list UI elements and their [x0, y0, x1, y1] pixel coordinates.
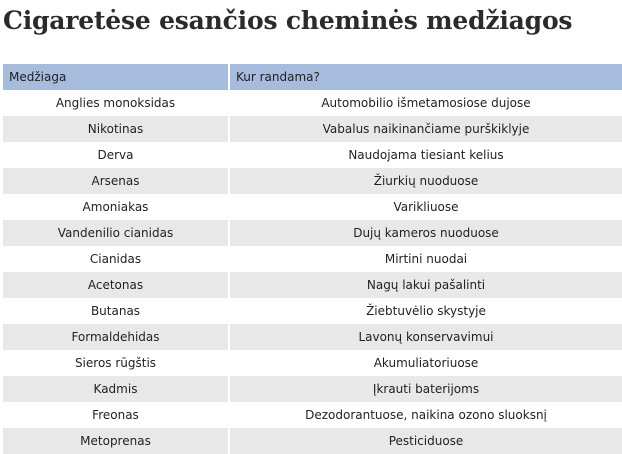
cell-where-found: Naudojama tiesiant kelius — [229, 142, 622, 168]
table-header-row — [3, 64, 622, 90]
cell-where-found: Automobilio išmetamosiose dujose — [229, 90, 622, 116]
cell-substance: Sieros rūgštis — [3, 350, 229, 376]
cell-where-found: Varikliuose — [229, 194, 622, 220]
cell-substance: Vandenilio cianidas — [3, 220, 229, 246]
cell-where-found: Akumuliatoriuose — [229, 350, 622, 376]
column-header-where-found: Kur randama? — [229, 64, 622, 90]
cell-where-found: Žiurkių nuoduose — [229, 168, 622, 194]
table-row — [3, 298, 622, 324]
table-row — [3, 272, 622, 298]
chemicals-table-container — [3, 64, 622, 454]
table-row — [3, 350, 622, 376]
cell-substance: Formaldehidas — [3, 324, 229, 350]
table-row — [3, 402, 622, 428]
chemicals-table — [3, 64, 622, 454]
cell-substance: Derva — [3, 142, 229, 168]
table-row — [3, 116, 622, 142]
cell-substance: Freonas — [3, 402, 229, 428]
cell-substance: Acetonas — [3, 272, 229, 298]
cell-substance: Cianidas — [3, 246, 229, 272]
table-row — [3, 376, 622, 402]
cell-where-found: Pesticiduose — [229, 428, 622, 454]
cell-substance: Butanas — [3, 298, 229, 324]
cell-where-found: Lavonų konservavimui — [229, 324, 622, 350]
table-row — [3, 142, 622, 168]
table-row — [3, 194, 622, 220]
cell-where-found: Dujų kameros nuoduose — [229, 220, 622, 246]
cell-where-found: Mirtini nuodai — [229, 246, 622, 272]
column-header-substance: Medžiaga — [3, 64, 229, 90]
table-row — [3, 220, 622, 246]
cell-substance: Kadmis — [3, 376, 229, 402]
cell-where-found: Vabalus naikinančiame purškiklyje — [229, 116, 622, 142]
cell-substance: Nikotinas — [3, 116, 229, 142]
table-row — [3, 246, 622, 272]
table-row — [3, 168, 622, 194]
cell-substance: Anglies monoksidas — [3, 90, 229, 116]
cell-where-found: Įkrauti baterijoms — [229, 376, 622, 402]
cell-where-found: Žiebtuvėlio skystyje — [229, 298, 622, 324]
cell-substance: Amoniakas — [3, 194, 229, 220]
cell-substance: Arsenas — [3, 168, 229, 194]
table-row — [3, 324, 622, 350]
cell-where-found: Dezodorantuose, naikina ozono sluoksnį — [229, 402, 622, 428]
table-row — [3, 90, 622, 116]
table-row — [3, 428, 622, 454]
cell-where-found: Nagų lakui pašalinti — [229, 272, 622, 298]
cell-substance: Metoprenas — [3, 428, 229, 454]
page-title: Cigaretėse esančios cheminės medžiagos — [3, 6, 573, 35]
